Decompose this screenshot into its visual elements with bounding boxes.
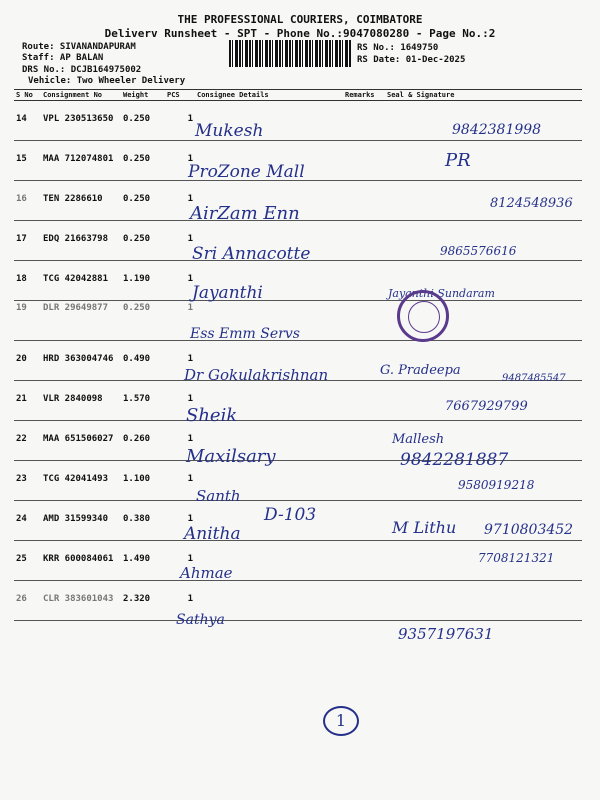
- sno-cell: 20: [14, 341, 41, 381]
- handwritten-phone: 9865576616: [440, 244, 517, 258]
- handwritten-phone: 9842281887: [400, 450, 509, 470]
- handwritten-consignee: Mukesh: [195, 121, 264, 141]
- consignment-cell: TCG 42041493: [41, 461, 121, 501]
- company-title: THE PROFESSIONAL COURIERS, COIMBATORE: [177, 13, 423, 26]
- consignment-cell: EDQ 21663798: [41, 221, 121, 261]
- circled-page-number: 1: [323, 706, 359, 736]
- consignment-cell: TEN 2286610: [41, 181, 121, 221]
- seal-stamp-icon: [397, 290, 449, 342]
- handwritten-consignee: Anitha: [184, 524, 241, 544]
- handwritten-consignee: Santh: [196, 487, 241, 505]
- weight-cell: 1.570: [121, 381, 165, 421]
- drs-label: DRS No.: DCJB164975002: [22, 65, 142, 75]
- sno-cell: 15: [14, 141, 41, 181]
- sno-cell: 21: [14, 381, 41, 421]
- weight-cell: 0.250: [121, 301, 165, 341]
- handwritten-consignee: Ahmae: [180, 564, 233, 582]
- pcs-cell: 1: [165, 181, 195, 221]
- vehicle-label: Vehicle: Two Wheeler Delivery: [28, 76, 186, 86]
- sno-cell: 18: [14, 261, 41, 301]
- consignment-cell: MAA 712074801: [41, 141, 121, 181]
- col-weight: Weight: [121, 90, 165, 101]
- weight-cell: 0.380: [121, 501, 165, 541]
- handwritten-remark: Mallesh: [392, 432, 445, 447]
- weight-cell: 1.490: [121, 541, 165, 581]
- consignment-cell: TCG 42042881: [41, 261, 121, 301]
- pcs-cell: 1: [165, 261, 195, 301]
- pcs-cell: 1: [165, 461, 195, 501]
- pcs-cell: 1: [165, 381, 195, 421]
- pcs-cell: 1: [165, 101, 195, 141]
- remarks-cell: [343, 581, 385, 621]
- consignment-cell: DLR 29649877: [41, 301, 121, 341]
- col-seal: Seal & Signature: [385, 90, 582, 101]
- table-row: [14, 261, 582, 301]
- sno-cell: 24: [14, 501, 41, 541]
- weight-cell: 0.250: [121, 141, 165, 181]
- handwritten-phone: 9710803452: [484, 522, 574, 538]
- table-row: [14, 581, 582, 621]
- barcode-image: [229, 40, 351, 67]
- handwritten-phone: 9580919218: [458, 478, 535, 492]
- handwritten-consignee: Sheik: [186, 405, 238, 426]
- handwritten-phone: 9487485547: [502, 373, 566, 384]
- consignment-cell: CLR 383601043: [41, 581, 121, 621]
- sno-cell: 25: [14, 541, 41, 581]
- pcs-cell: 1: [165, 501, 195, 541]
- weight-cell: 0.260: [121, 421, 165, 461]
- handwritten-phone: 9842381998: [452, 122, 542, 138]
- consignment-cell: KRR 600084061: [41, 541, 121, 581]
- handwritten-phone: 7667929799: [445, 399, 528, 414]
- handwritten-note: D-103: [264, 505, 317, 525]
- handwritten-consignee: AirZam Enn: [190, 203, 300, 224]
- weight-cell: 0.250: [121, 221, 165, 261]
- pcs-cell: 1: [165, 541, 195, 581]
- staff-label: Staff: AP BALAN: [22, 53, 104, 63]
- sno-cell: 22: [14, 421, 41, 461]
- consignment-cell: VPL 230513650: [41, 101, 121, 141]
- sno-cell: 23: [14, 461, 41, 501]
- sno-cell: 19: [14, 301, 41, 341]
- pcs-cell: 1: [165, 301, 195, 341]
- rs-number: RS No.: 1649750: [357, 43, 439, 53]
- weight-cell: 1.190: [121, 261, 165, 301]
- handwritten-phone: 8124548936: [490, 196, 573, 211]
- pcs-cell: 1: [165, 221, 195, 261]
- handwritten-consignee: Jayanthi: [192, 283, 263, 303]
- sno-cell: 16: [14, 181, 41, 221]
- handwritten-phone: 7708121321: [478, 551, 555, 565]
- handwritten-consignee: Dr Gokulakrishnan: [184, 366, 329, 384]
- handwritten-consignee: ProZone Mall: [188, 162, 305, 182]
- weight-cell: 0.490: [121, 341, 165, 381]
- remarks-cell: [343, 381, 385, 421]
- remarks-cell: [343, 501, 385, 541]
- remarks-cell: [343, 221, 385, 261]
- consignment-cell: MAA 651506027: [41, 421, 121, 461]
- seal-cell: [385, 141, 582, 181]
- handwritten-consignee: Sri Annacotte: [192, 244, 311, 264]
- remarks-cell: [343, 421, 385, 461]
- col-sno: S No: [14, 90, 41, 101]
- col-pcs: PCS: [165, 90, 195, 101]
- weight-cell: 0.250: [121, 101, 165, 141]
- seal-cell: [385, 581, 582, 621]
- consignment-cell: VLR 2840098: [41, 381, 121, 421]
- weight-cell: 0.250: [121, 181, 165, 221]
- weight-cell: 1.100: [121, 461, 165, 501]
- remarks-cell: [343, 101, 385, 141]
- remarks-cell: [343, 541, 385, 581]
- remarks-cell: [343, 261, 385, 301]
- runsheet-subtitle: Deliverv Runsheet - SPT - Phone No.:9047080280 - Page No.:2: [104, 27, 496, 40]
- handwritten-consignee: Maxilsary: [186, 446, 276, 467]
- pcs-cell: 1: [165, 581, 195, 621]
- handwritten-consignee: Sathya: [176, 612, 225, 628]
- remarks-cell: [343, 461, 385, 501]
- col-consignment: Consignment No: [41, 90, 121, 101]
- remarks-cell: [343, 301, 385, 341]
- consignment-cell: AMD 31599340: [41, 501, 121, 541]
- consignment-cell: HRD 363004746: [41, 341, 121, 381]
- remarks-cell: [343, 341, 385, 381]
- sno-cell: 14: [14, 101, 41, 141]
- pcs-cell: 1: [165, 141, 195, 181]
- remarks-cell: [343, 181, 385, 221]
- handwritten-remark: PR: [445, 150, 471, 171]
- route-label: Route: SIVANANDAPURAM: [22, 42, 136, 52]
- rs-date: RS Date: 01-Dec-2025: [357, 55, 466, 65]
- col-remarks: Remarks: [343, 90, 385, 101]
- col-consignee: Consignee Details: [195, 90, 343, 101]
- handwritten-consignee: Ess Emm Servs: [190, 326, 300, 342]
- sno-cell: 26: [14, 581, 41, 621]
- table-header-row: [14, 90, 582, 101]
- pcs-cell: 1: [165, 421, 195, 461]
- weight-cell: 2.320: [121, 581, 165, 621]
- handwritten-remark: Jayanthi Sundaram: [388, 287, 495, 300]
- handwritten-remark: M Lithu: [392, 518, 457, 537]
- handwritten-phone: 9357197631: [398, 625, 494, 643]
- pcs-cell: 1: [165, 341, 195, 381]
- sno-cell: 17: [14, 221, 41, 261]
- remarks-cell: [343, 141, 385, 181]
- handwritten-remark: G. Pradeepa: [380, 363, 461, 378]
